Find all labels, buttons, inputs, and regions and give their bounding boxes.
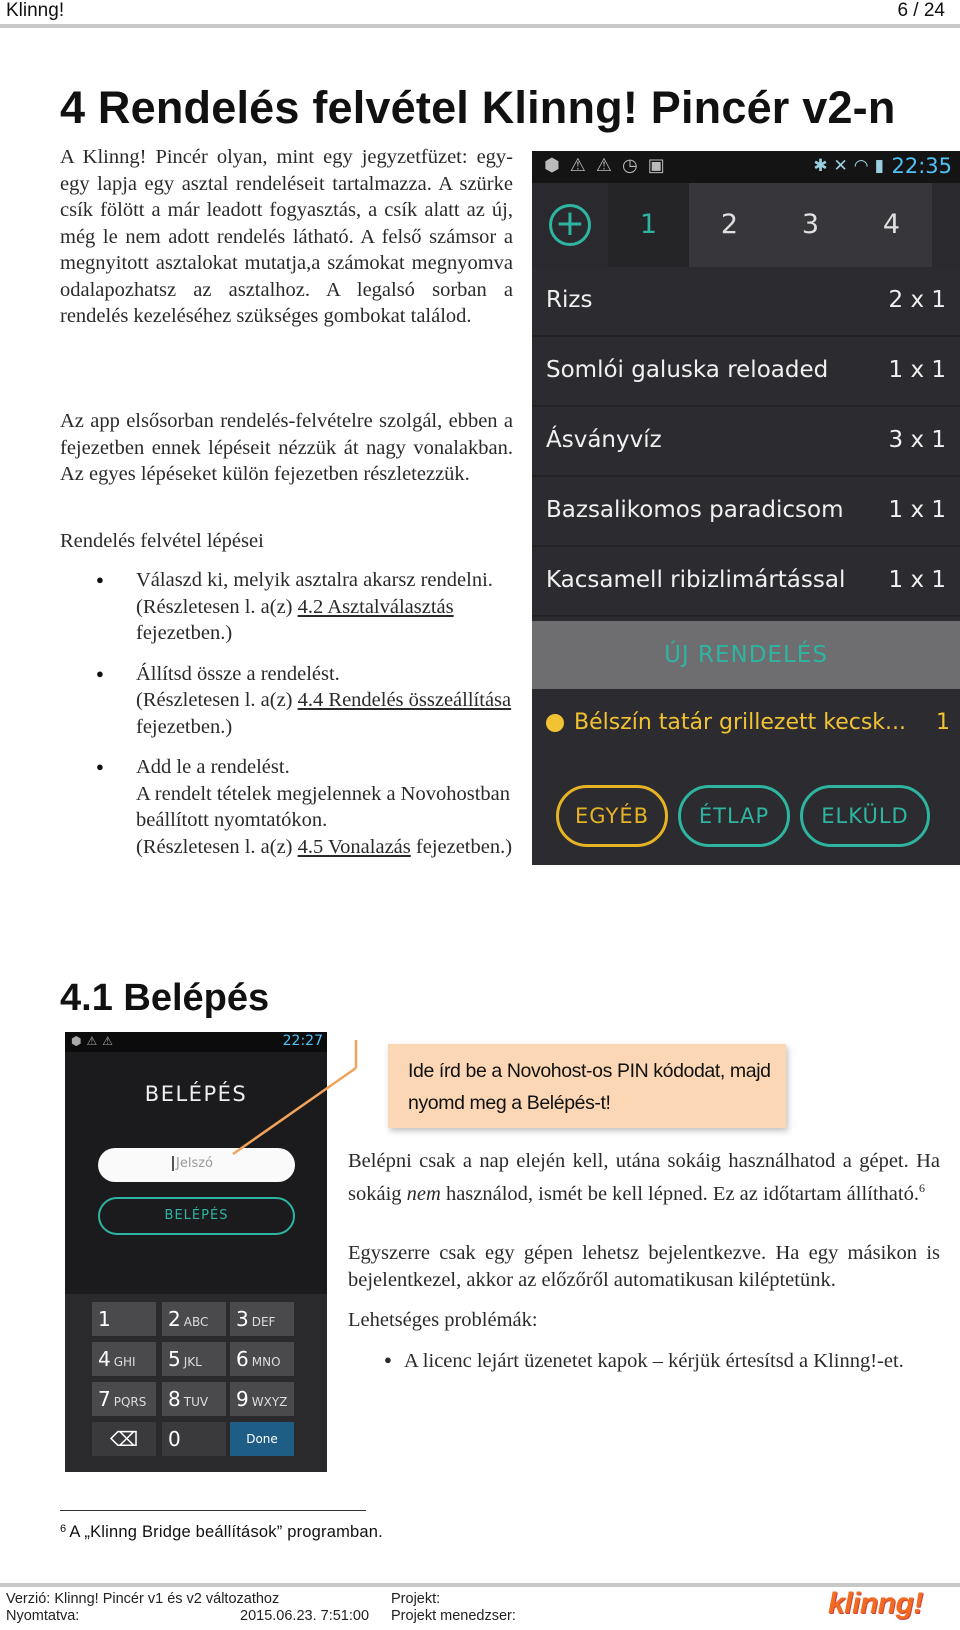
document-header-title: Klinng! xyxy=(6,0,65,21)
step-text: Állítsd össze a rendelést. xyxy=(136,662,340,685)
callout-note xyxy=(388,1044,786,1128)
order-row[interactable]: Rizs 2 x 1 xyxy=(532,267,960,337)
tab-table-1[interactable]: 1 xyxy=(608,183,689,267)
tab-table-4[interactable]: 4 xyxy=(851,183,932,267)
steps-heading: Rendelés felvétel lépései xyxy=(60,530,264,552)
single-device-paragraph: Egyszerre csak egy gépen lehetsz bejelentkezve. Ha egy másikon is bejelentkezel, akkor az előzőről automatikusan kiléptetünk. xyxy=(348,1242,940,1291)
key-1[interactable]: 1 xyxy=(92,1302,156,1336)
other-button[interactable]: EGYÉB xyxy=(556,785,668,847)
tab-table-3[interactable]: 3 xyxy=(770,183,851,267)
klinng-logo: klinng! xyxy=(828,1587,923,1620)
key-0[interactable]: 0 xyxy=(162,1422,226,1456)
cross-reference-link[interactable]: 4.2 Asztalválasztás xyxy=(297,595,454,618)
key-3[interactable]: 3 DEF xyxy=(230,1302,294,1336)
status-bar xyxy=(532,151,960,183)
footer-divider xyxy=(0,1583,960,1587)
done-key[interactable]: Done xyxy=(230,1422,294,1456)
list-item: ● Add le a rendelést. A rendelt tételek megjelennek a Novohostban beállított nyomtatókon. (Részletesen l. a(z) 4.5 Vonalazás fejezetben.) xyxy=(60,754,513,860)
footer-project-manager: Projekt menedzser: xyxy=(391,1608,516,1624)
backspace-key-icon[interactable]: ⌫ xyxy=(92,1422,156,1456)
pending-dot-icon xyxy=(546,714,564,732)
tab-table-2[interactable]: 2 xyxy=(689,183,770,267)
callout-arrow xyxy=(230,1036,400,1160)
key-6[interactable]: 6 MNO xyxy=(230,1342,294,1376)
problems-heading: Lehetséges problémák: xyxy=(348,1309,538,1331)
key-8[interactable]: 8 TUV xyxy=(162,1382,226,1416)
login-button[interactable]: BELÉPÉS xyxy=(98,1197,295,1235)
page-number: 6 / 24 xyxy=(897,0,945,21)
footnote-divider xyxy=(60,1510,366,1511)
callout-text: Ide írd be a Novohost-os PIN kódodat, majd nyomd meg a Belépés-t! xyxy=(408,1060,771,1114)
footer-printed-label: Nyomtatva: xyxy=(6,1608,80,1624)
footer-project: Projekt: xyxy=(391,1591,441,1607)
intro-paragraph: A Klinng! Pincér olyan, mint egy jegyzetfüzet: egy-egy lapja egy asztal rendeléseit tartalmazza. A szürke csík fölött a már leadott fogyasztás, a csík alatt az új, még le nem adott rendelés látható. A felső számsor a megnyitott asztalokat mutatja,a számokat megnyomva odalapozhatsz az asztalhoz. A legalsó sorban a rendelés kezeléséhez szükséges gombokat találod. xyxy=(60,146,513,327)
key-4[interactable]: 4 GHI xyxy=(92,1342,156,1376)
new-order-divider: ÚJ RENDELÉS xyxy=(532,621,960,689)
app-paragraph: Az app elsősorban rendelés-felvételre szolgál, ebben a fejezetben ennek lépéseit nézzük át nagy vonalakban. Az egyes lépéseket külön fejezetben részletezzük. xyxy=(60,410,513,485)
login-title: BELÉPÉS xyxy=(144,1082,248,1106)
key-9[interactable]: 9 WXYZ xyxy=(230,1382,294,1416)
step-text: Válaszd ki, melyik asztalra akarsz rendelni. xyxy=(136,569,493,591)
list-item: ● Válaszd ki, melyik asztalra akarsz rendelni. (Részletesen l. a(z) 4.2 Asztalválasztás fejezetben.) xyxy=(60,567,513,647)
table-tabs xyxy=(532,183,960,267)
order-screen-screenshot xyxy=(532,151,960,865)
steps-list xyxy=(60,567,513,874)
step-text: Add le a rendelést. xyxy=(136,756,290,778)
notification-icons: ⬢⚠⚠◷▣ xyxy=(544,155,675,176)
page-title: 4 Rendelés felvétel Klinng! Pincér v2-n xyxy=(60,82,896,133)
footnote-reference[interactable]: 6 xyxy=(918,1180,925,1195)
numeric-keypad xyxy=(65,1294,327,1472)
step-detail: A rendelt tételek megjelennek a Novohostban beállított nyomtatókon. xyxy=(136,782,511,831)
system-icons: ✱✕◠▮ xyxy=(813,156,890,176)
password-placeholder: Jelszó xyxy=(172,1156,213,1171)
order-row[interactable]: Kacsamell ribizlimártással 1 x 1 xyxy=(532,547,960,617)
menu-button[interactable]: ÉTLAP xyxy=(678,785,790,847)
cross-reference-link[interactable]: 4.4 Rendelés összeállítása xyxy=(297,689,512,711)
key-7[interactable]: 7 PQRS xyxy=(92,1382,156,1416)
key-2[interactable]: 2 ABC xyxy=(162,1302,226,1336)
problem-item: ● A licenc lejárt üzenetet kapok – kérjük értesítsd a Klinng!-et. xyxy=(348,1347,940,1375)
pending-order-row[interactable]: Bélszín tatár grillezett kecsk... 1 xyxy=(532,689,960,759)
key-5[interactable]: 5 JKL xyxy=(162,1342,226,1376)
footer-version: Verzió: Klinng! Pincér v1 és v2 változathoz xyxy=(6,1591,280,1607)
order-row[interactable]: Ásványvíz 3 x 1 xyxy=(532,407,960,477)
order-row[interactable]: Bazsalikomos paradicsom 1 x 1 xyxy=(532,477,960,547)
status-time: 22:27 xyxy=(282,1033,323,1049)
order-row[interactable]: Somlói galuska reloaded 1 x 1 xyxy=(532,337,960,407)
header-divider xyxy=(0,24,960,28)
list-item: ● Állítsd össze a rendelést. (Részletesen l. a(z) 4.4 Rendelés összeállítása fejezetben.) xyxy=(60,661,513,741)
status-time: 22:35 xyxy=(891,154,952,178)
cross-reference-link[interactable]: 4.5 Vonalazás xyxy=(297,835,411,858)
add-table-icon[interactable]: + xyxy=(549,204,591,246)
section-heading: 4.1 Belépés xyxy=(60,977,270,1019)
login-paragraph: Belépni csak a nap elején kell, utána sokáig használhatod a gépet. Ha sokáig nem használod, ismét be kell lépned. Ez az időtartam állítható.$^6$ xyxy=(348,1150,940,1205)
send-button[interactable]: ELKÜLD xyxy=(800,785,930,847)
footer-printed-date: 2015.06.23. 7:51:00 xyxy=(240,1608,370,1624)
footnote: $^6$ A „Klinng Bridge beállítások” programban. xyxy=(60,1523,383,1541)
notification-icons: ⬢⚠⚠ xyxy=(71,1034,118,1048)
bullet-icon: ● xyxy=(384,1352,392,1367)
